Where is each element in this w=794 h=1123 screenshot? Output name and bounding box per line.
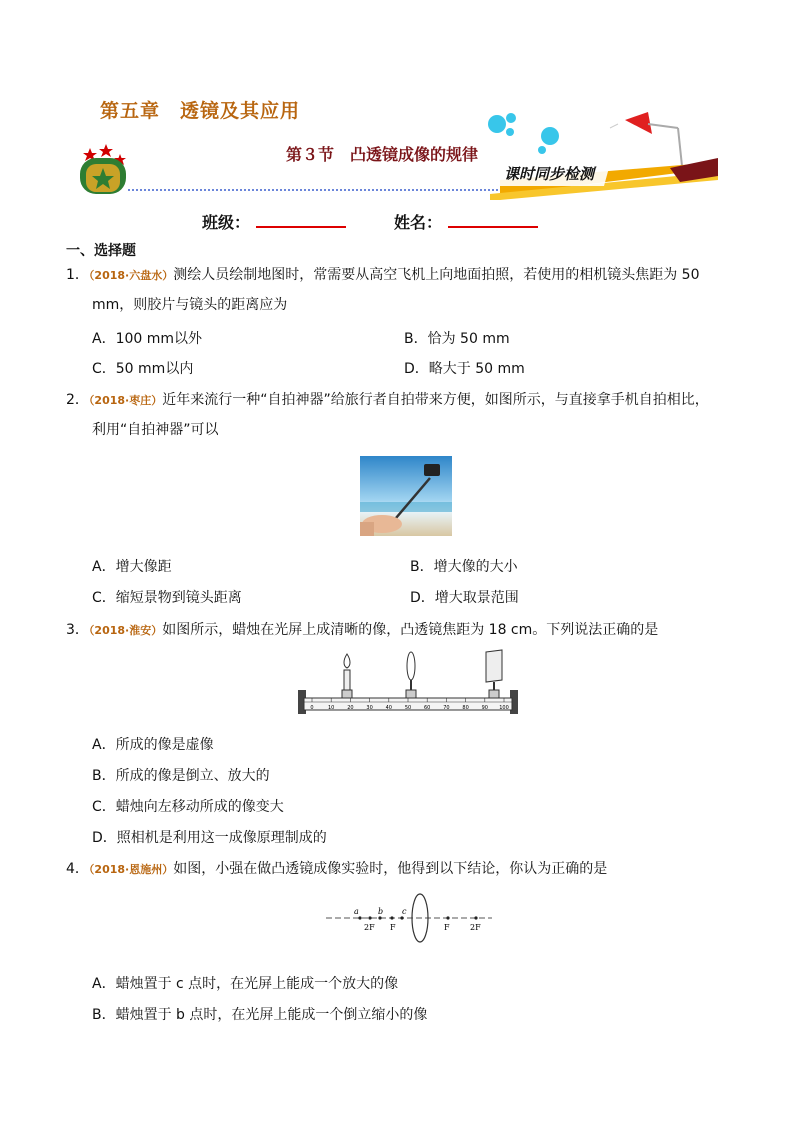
question-stem: 测绘人员绘制地图时，常需要从高空飞机上向地面拍照，若使用的相机镜头焦距为 50 — [173, 267, 700, 283]
bench-tick-label: 80 — [462, 705, 469, 711]
question-1-line2: mm，则胶片与镜头的距离应为 — [92, 297, 288, 313]
q1-option-b[interactable]: B．恰为 50 mm — [404, 331, 510, 347]
bench-tick-label: 30 — [366, 705, 373, 711]
q3-option-b[interactable]: B．所成的像是倒立、放大的 — [92, 768, 270, 784]
q2-option-c[interactable]: C．缩短景物到镜头距离 — [92, 590, 242, 606]
section-title: 第３节 凸透镜成像的规律 — [286, 145, 479, 164]
optical-bench-figure — [296, 648, 520, 718]
bench-tick-label: 20 — [347, 705, 354, 711]
q3-option-d[interactable]: D．照相机是利用这一成像原理制成的 — [92, 830, 327, 846]
question-number: 1． — [66, 267, 89, 283]
question-number: 3． — [66, 622, 89, 638]
question-source: （2018·六盘水） — [88, 269, 174, 282]
selfie-stick-photo — [360, 456, 452, 536]
bench-tick-label: 90 — [481, 705, 488, 711]
question-stem: 如图，小强在做凸透镜成像实验时，他得到以下结论，你认为正确的是 — [173, 861, 608, 877]
badge-label: 课时同步检测 — [504, 165, 595, 183]
q1-option-c[interactable]: C．50 mm以内 — [92, 361, 194, 377]
name-label: 姓名： — [394, 213, 443, 232]
q1-option-d[interactable]: D．略大于 50 mm — [404, 361, 525, 377]
point-c-label: c — [402, 907, 407, 916]
bench-tick-label: 100 — [499, 705, 509, 711]
class-label: 班级： — [202, 213, 251, 232]
question-stem: 如图所示，蜡烛在光屏上成清晰的像，凸透镜焦距为 18 cm。下列说法正确的是 — [162, 622, 659, 638]
question-2-line1 — [66, 390, 736, 411]
name-input[interactable] — [448, 226, 538, 228]
lens-axis-figure — [326, 892, 492, 944]
point-b-label: b — [378, 907, 384, 916]
q2-option-b[interactable]: B．增大像的大小 — [410, 559, 518, 575]
bench-tick-label: 0 — [310, 705, 314, 711]
point-2f-right-label: 2F — [470, 923, 481, 932]
question-source: （2018·枣庄） — [88, 394, 163, 407]
point-2f-left-label: 2F — [364, 923, 375, 932]
question-number: 4． — [66, 861, 89, 877]
point-a-label: a — [354, 907, 359, 916]
q4-option-b[interactable]: B．蜡烛置于 b 点时，在光屏上能成一个倒立缩小的像 — [92, 1007, 428, 1023]
question-source: （2018·淮安） — [88, 624, 163, 637]
q2-option-d[interactable]: D．增大取景范围 — [410, 590, 519, 606]
q1-option-a[interactable]: A．100 mm以外 — [92, 331, 203, 347]
question-number: 2． — [66, 392, 89, 408]
question-2-line2: 利用“自拍神器”可以 — [92, 422, 219, 438]
class-input[interactable] — [256, 226, 346, 228]
bench-tick-label: 70 — [443, 705, 450, 711]
question-4-line1 — [66, 859, 736, 880]
bench-tick-label: 50 — [404, 705, 412, 711]
q4-option-a[interactable]: A．蜡烛置于 c 点时，在光屏上能成一个放大的像 — [92, 976, 399, 992]
q3-option-c[interactable]: C．蜡烛向左移动所成的像变大 — [92, 799, 284, 815]
question-1-line1 — [66, 265, 736, 286]
question-3-line1 — [66, 620, 736, 641]
question-source: （2018·恩施州） — [88, 863, 174, 876]
q3-option-a[interactable]: A．所成的像是虚像 — [92, 737, 214, 753]
point-f-right-label: F — [444, 923, 450, 932]
q2-option-a[interactable]: A．增大像距 — [92, 559, 172, 575]
point-f-left-label: F — [390, 923, 396, 932]
chapter-title: 第五章 透镜及其应用 — [100, 100, 301, 122]
section-heading: 一、选择题 — [66, 243, 136, 259]
bench-tick-label: 10 — [328, 705, 335, 711]
bench-tick-label: 60 — [424, 705, 431, 711]
bench-tick-label: 40 — [385, 705, 392, 711]
question-stem: 近年来流行一种“自拍神器”给旅行者自拍带来方便，如图所示，与直接拿手机自拍相比， — [162, 392, 709, 408]
